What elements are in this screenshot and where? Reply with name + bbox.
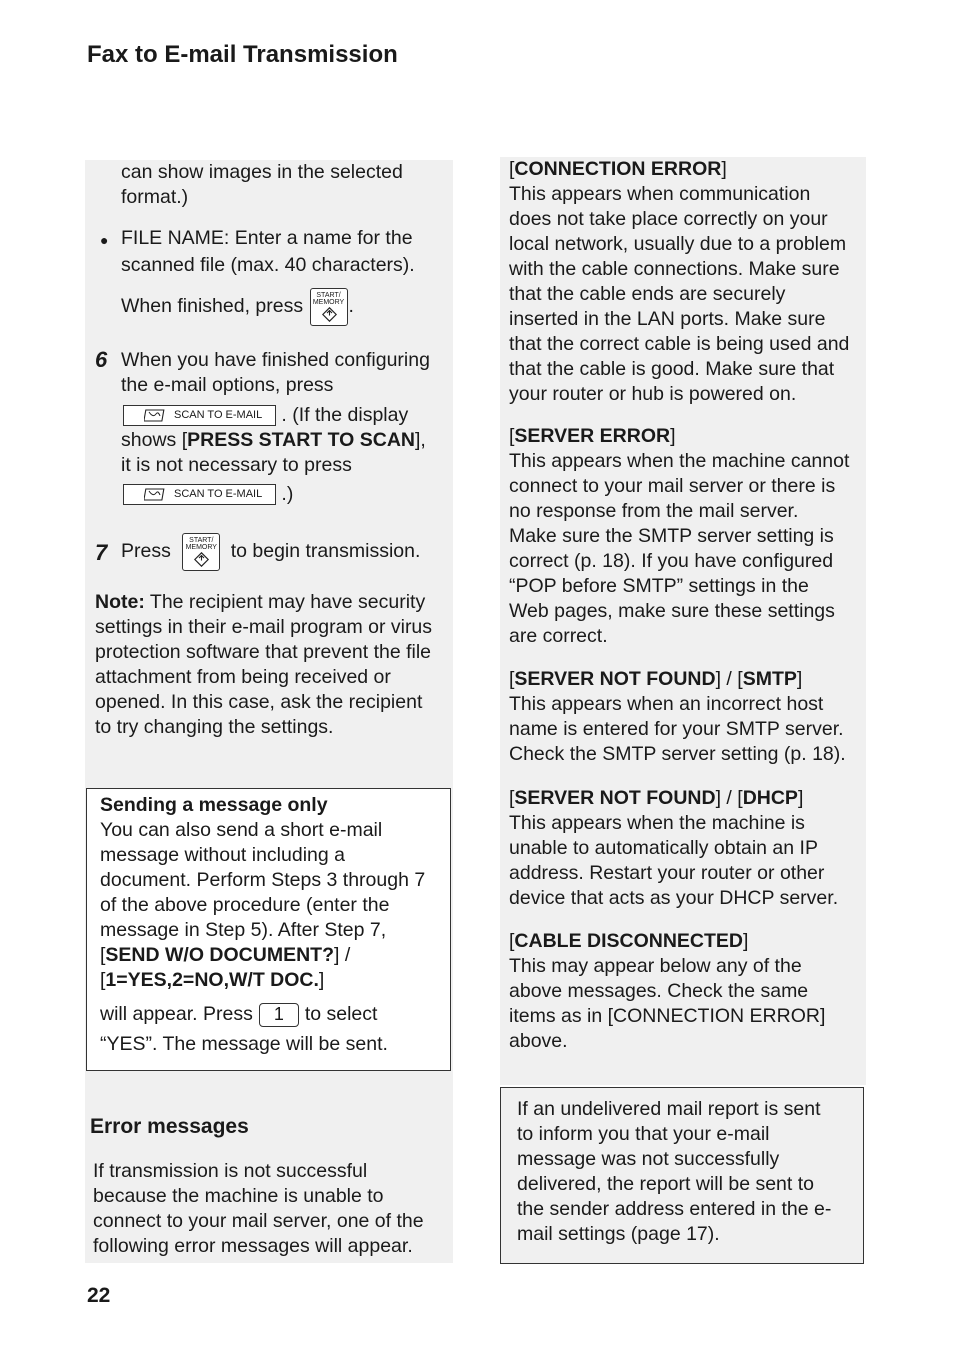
text-fragment: ] bbox=[797, 787, 804, 809]
error-server-not-found-smtp bbox=[509, 667, 864, 767]
bullet-icon: ● bbox=[100, 232, 109, 248]
envelope-icon bbox=[144, 488, 166, 501]
text-line: You can also send a short e-mail bbox=[100, 819, 383, 841]
text-line: attachment from being received or bbox=[95, 666, 391, 688]
error-messages-heading: Error messages bbox=[90, 1115, 249, 1138]
error-name: CABLE DISCONNECTED bbox=[514, 930, 744, 952]
key-label: MEMORY bbox=[185, 544, 217, 552]
text-line: no response from the mail server. bbox=[509, 500, 799, 522]
error-name: DHCP bbox=[742, 787, 798, 809]
text-line: document. Perform Steps 3 through 7 bbox=[100, 869, 426, 891]
text-line: name is entered for your SMTP server. bbox=[509, 718, 844, 740]
start-memory-key-icon bbox=[310, 288, 348, 326]
start-memory-key-icon bbox=[182, 533, 220, 571]
error-name: SERVER NOT FOUND bbox=[514, 668, 716, 690]
text-line: settings in their e-mail program or virus bbox=[95, 616, 433, 638]
envelope-icon bbox=[144, 409, 166, 422]
text-line: can show images in the selected bbox=[121, 161, 403, 183]
text-line: When you have finished configuring bbox=[121, 349, 430, 371]
text-line: are correct. bbox=[509, 625, 608, 647]
text-line: Check the SMTP server setting (p. 18). bbox=[509, 743, 846, 765]
error-name: SERVER NOT FOUND bbox=[514, 787, 716, 809]
text-fragment: [ bbox=[509, 787, 515, 809]
step-6-text bbox=[121, 348, 453, 398]
text-line: inserted in the LAN ports. Make sure bbox=[509, 308, 826, 330]
text-line: “YES”. The message will be sent. bbox=[100, 1033, 388, 1055]
scan-to-email-key-icon bbox=[123, 484, 276, 505]
text-line: the e-mail options, press bbox=[121, 374, 334, 396]
text-fragment: [ bbox=[509, 158, 515, 180]
page-title: Fax to E-mail Transmission bbox=[87, 41, 398, 68]
step-6-key-line bbox=[123, 403, 408, 428]
text-fragment: [ bbox=[509, 425, 515, 447]
text-line: connect to your mail server or there is bbox=[509, 475, 836, 497]
scan-to-email-key-icon bbox=[123, 405, 276, 426]
text-line: address. Restart your router or other bbox=[509, 862, 825, 884]
note-paragraph bbox=[95, 590, 451, 740]
text-fragment: ] bbox=[796, 668, 803, 690]
text-line: following error messages will appear. bbox=[93, 1235, 413, 1257]
text-line: correct (p. 18). If you have configured bbox=[509, 550, 834, 572]
text-fragment: ] / bbox=[334, 944, 351, 966]
text-fragment: ] / [ bbox=[715, 787, 743, 809]
text-fragment: ], bbox=[415, 429, 426, 451]
text-fragment: ] bbox=[670, 425, 676, 447]
text-line: message without including a bbox=[100, 844, 345, 866]
undelivered-report-box bbox=[500, 1087, 864, 1264]
text-line: local network, usually due to a problem bbox=[509, 233, 847, 255]
text-line: mail settings (page 17). bbox=[517, 1223, 720, 1245]
error-connection bbox=[509, 157, 864, 407]
text-line: because the machine is unable to bbox=[93, 1185, 384, 1207]
text-line: This appears when an incorrect host bbox=[509, 693, 824, 715]
text-line: device that acts as your DHCP server. bbox=[509, 887, 839, 909]
text-line: to try changing the settings. bbox=[95, 716, 334, 738]
text-line: that the cable is good. Make sure that bbox=[509, 358, 835, 380]
text-line: that the cable ends are securely bbox=[509, 283, 786, 305]
box-title: Sending a message only bbox=[100, 794, 328, 816]
sending-message-only-box bbox=[86, 788, 451, 1071]
text-line: This appears when communication bbox=[509, 183, 811, 205]
text-line: format.) bbox=[121, 186, 189, 208]
error-name: SERVER ERROR bbox=[514, 425, 671, 447]
text-line: “POP before SMTP” settings in the bbox=[509, 575, 809, 597]
text-line: FILE NAME: Enter a name for the bbox=[121, 227, 413, 249]
text-line: delivered, the report will be sent to bbox=[517, 1173, 814, 1195]
key-label: START/ bbox=[189, 536, 214, 544]
text-fragment: When finished, press bbox=[121, 295, 304, 317]
text-line: Make sure the SMTP server setting is bbox=[509, 525, 834, 547]
text-line: This may appear below any of the bbox=[509, 955, 802, 977]
text-fragment: . (If the display bbox=[281, 404, 409, 426]
text-fragment: shows [ bbox=[121, 429, 188, 451]
text-line: connect to your mail server, one of the bbox=[93, 1210, 424, 1232]
display-message: PRESS START TO SCAN bbox=[187, 429, 415, 451]
text-fragment: to begin transmission. bbox=[230, 540, 421, 562]
text-line: that the correct cable is being used and bbox=[509, 333, 850, 355]
text-line: your router or hub is powered on. bbox=[509, 383, 797, 405]
text-line: above messages. Check the same bbox=[509, 980, 809, 1002]
text-line: does not take place correctly on your bbox=[509, 208, 828, 230]
text-line: scanned file (max. 40 characters). bbox=[121, 254, 415, 276]
text-fragment: ] bbox=[318, 969, 325, 991]
text-fragment: ] bbox=[721, 158, 727, 180]
step-6-number: 6 bbox=[95, 347, 108, 372]
text-fragment: . bbox=[348, 295, 354, 317]
text-line: items as in [CONNECTION ERROR] bbox=[509, 1005, 826, 1027]
text-line: to inform you that your e-mail bbox=[517, 1123, 770, 1145]
key-label: SCAN TO E-MAIL bbox=[174, 488, 263, 501]
text-fragment: .) bbox=[281, 483, 294, 505]
step-6-key-line-2 bbox=[123, 482, 293, 507]
text-line: unable to automatically obtain an IP bbox=[509, 837, 818, 859]
error-cable-disconnected bbox=[509, 929, 864, 1054]
text-line: it is not necessary to press bbox=[121, 454, 352, 476]
key-label: SCAN TO E-MAIL bbox=[174, 409, 263, 422]
text-fragment: will appear. Press bbox=[100, 1003, 253, 1025]
display-message: SEND W/O DOCUMENT? bbox=[105, 944, 334, 966]
text-line: the sender address entered in the e- bbox=[517, 1198, 832, 1220]
text-line: of the above procedure (enter the bbox=[100, 894, 390, 916]
format-continuation bbox=[121, 160, 451, 210]
text-fragment: The recipient may have security bbox=[149, 591, 426, 613]
text-fragment: [ bbox=[509, 668, 515, 690]
text-fragment: Press bbox=[121, 540, 171, 562]
text-line: with the cable connections. Make sure bbox=[509, 258, 840, 280]
text-fragment: to select bbox=[304, 1003, 378, 1025]
text-fragment: [ bbox=[100, 969, 106, 991]
text-line: If transmission is not successful bbox=[93, 1160, 368, 1182]
display-message: 1=YES,2=NO,W/T DOC. bbox=[105, 969, 319, 991]
text-line: message in Step 5). After Step 7, bbox=[100, 919, 387, 941]
text-line: Web pages, make sure these settings bbox=[509, 600, 835, 622]
note-label: Note: bbox=[95, 591, 145, 613]
text-fragment: [ bbox=[509, 930, 515, 952]
text-line: message was not successfully bbox=[517, 1148, 780, 1170]
step-7-text bbox=[121, 532, 420, 571]
error-name: CONNECTION ERROR bbox=[514, 158, 722, 180]
key-label: MEMORY bbox=[312, 299, 345, 307]
step-7-number: 7 bbox=[95, 540, 108, 565]
text-line: opened. In this case, ask the recipient bbox=[95, 691, 423, 713]
text-line: If an undelivered mail report is sent bbox=[517, 1098, 821, 1120]
text-fragment: ] bbox=[743, 930, 749, 952]
error-messages-intro bbox=[93, 1159, 451, 1259]
page-number: 22 bbox=[87, 1284, 111, 1307]
step-6-display-note bbox=[121, 428, 453, 478]
number-one-key-icon: 1 bbox=[259, 1003, 299, 1027]
text-line: This appears when the machine cannot bbox=[509, 450, 850, 472]
error-server bbox=[509, 424, 864, 649]
text-fragment: ] / [ bbox=[715, 668, 743, 690]
error-server-not-found-dhcp bbox=[509, 786, 864, 911]
key-label: START/ bbox=[316, 291, 341, 299]
text-line: above. bbox=[509, 1030, 568, 1052]
when-finished-line bbox=[121, 287, 451, 326]
file-name-item bbox=[121, 226, 451, 278]
text-fragment: [ bbox=[100, 944, 106, 966]
text-line: protection software that prevent the file bbox=[95, 641, 432, 663]
text-line: This appears when the machine is bbox=[509, 812, 805, 834]
error-name: SMTP bbox=[742, 668, 797, 690]
